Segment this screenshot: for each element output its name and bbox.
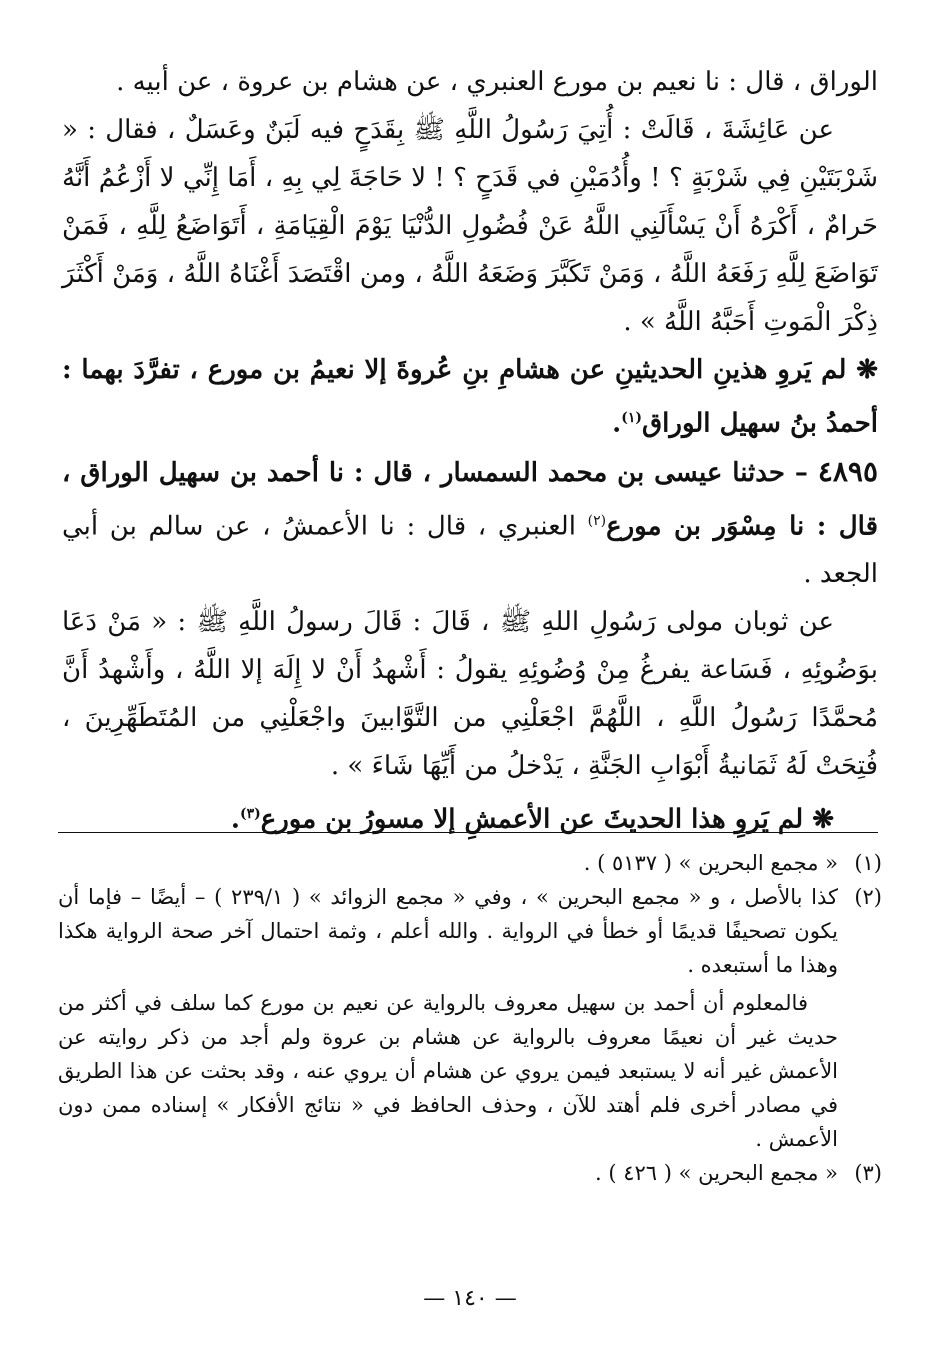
paragraph-hadith-aisha: عن عَائِشَةَ ، قَالَتْ : أُتِيَ رَسُولُ اللَّهِ ﷺ بِقَدَحٍ فيه لَبَنٌ وعَسَلٌ ، فقال : « شَرْبَتَيْنِ فِي شَرْبَةٍ ؟ ! وأُدُمَيْنِ في قَدَحٍ ؟ ! لا حَاجَةَ لِي بِهِ ، أَمَا إِنِّي لا أَزْعُمُ أَنَّهُ حَرامٌ ، أَكْرَهُ أَنْ يَسْأَلَنِي اللَّهُ عَنْ فُضُولِ الدُّنْيَا يَوْمَ الْقِيَامَةِ ، أَتَوَاضَعُ لِلَّهِ ، فَمَنْ تَوَاضَعَ لِلَّهِ رَفَعَهُ اللَّهُ ، وَمَنْ تَكَبَّرَ وَضَعَهُ اللَّهُ ، ومن اقْتَصَدَ أَغْنَاهُ اللَّهُ ، وَمَنْ أَكْثَرَ ذِكْرَ الْمَوتِ أَحَبَّهُ اللَّهُ » .	[62, 115, 878, 337]
footnote-text: كذا بالأصل ، و « مجمع البحرين » ، وفي « مجمع الزوائد » ( ٢٣٩/١ ) – أيضًا – فإما أن يكون تصحيفًا قديمًا أو خطأ في الرواية . والله أعلم ، وثمة احتمال آخر صحة الرواية هكذا وهذا ما أستبعده .	[58, 885, 839, 977]
footnote-separator	[58, 832, 878, 833]
footnote-2-continuation: فالمعلوم أن أحمد بن سهيل معروف بالرواية عن نعيم بن مورع كما سلف في أكثر من حديث غير أن نعيمًا معروف بالرواية عن هشام بن عروة ولم أجد من ذكر روايته عن الأعمش غير أنه لا يستبعد فيمن يروي عن هشام أن يروي عنه ، وقد بحثت عن هذا الطريق في مصادر أخرى فلم أهتد للآن ، وحذف الحافظ في « نتائج الأفكار » إسناده ممن دون الأعمش .	[58, 991, 838, 1151]
isnad-part-b: العنبري ، قال : نا الأعمشُ ، عن سالم بن أبي الجعد .	[62, 511, 878, 590]
footnote-text: « مجمع البحرين » ( ٥١٣٧ ) .	[583, 851, 838, 875]
footnote-ref-1[interactable]: (١)	[621, 410, 642, 426]
footnotes	[58, 846, 882, 1190]
note-end: .	[230, 804, 240, 835]
footnote-number: (٢)	[854, 885, 882, 909]
paragraph-hadith-thawban: عن ثوبان مولى رَسُولِ اللهِ ﷺ ، قَالَ : قَالَ رسولُ اللَّهِ ﷺ : « مَنْ دَعَا بوَضُوئِهِ ، فَسَاعة يفرغُ مِنْ وُضُوئِهِ يقولُ : أَشْهدُ أَنْ لا إِلَهَ إلا اللَّهُ ، وأَشْهدُ أَنَّ مُحمَّدًا رَسُولُ اللَّهِ ، اللَّهُمَّ اجْعَلْنِي من التَّوَّابينَ واجْعَلْنِي من المُتَطَهِّرِينَ ، فُتِحَتْ لَهُ ثَمَانيةُ أَبْوَابِ الجَنَّةِ ، يَدْخلُ من أَيِّهَا شَاءَ » .	[62, 607, 878, 782]
paragraph-isnad-continuation: الوراق ، قال : نا نعيم بن مورع العنبري ، عن هشام بن عروة ، عن أبيه .	[116, 67, 878, 97]
page-number: — ١٤٠ —	[423, 1286, 517, 1311]
note-end: .	[612, 408, 622, 439]
footnote-1	[58, 846, 882, 880]
footnote-number: (١)	[854, 851, 882, 875]
note-text: ❋ لم يَروِ هذينِ الحديثينِ عن هشامِ بنِ عُروةَ إلا نعيمُ بن مورع ، تفرَّدَ بهما : أحمدُ بنُ سهيل الوراق	[62, 355, 878, 439]
footnote-text: « مجمع البحرين » ( ٤٢٦ ) .	[595, 1161, 838, 1185]
isnad-part-a: – حدثنا عيسى بن محمد السمسار ، قال : نا أحمد بن سهيل الوراق ، قال : نا مِسْوَر بن مورع	[62, 457, 878, 542]
footnote-number: (٣)	[854, 1161, 882, 1185]
footnote-3	[58, 1156, 882, 1190]
paragraph-note-1	[62, 346, 878, 448]
note-text: ❋ لم يَروِ هذا الحديثَ عن الأعمشِ إلا مسورُ بن مورع	[260, 804, 834, 835]
hadith-number: ٤٨٩٥	[817, 454, 878, 488]
main-text	[62, 58, 878, 844]
footnote-ref-3[interactable]: (٣)	[239, 806, 261, 823]
paragraph-note-2	[62, 790, 878, 844]
footnote-2	[58, 880, 882, 982]
footnote-ref-2[interactable]: (٢)	[587, 512, 607, 529]
paragraph-hadith-4895-isnad	[62, 448, 878, 599]
